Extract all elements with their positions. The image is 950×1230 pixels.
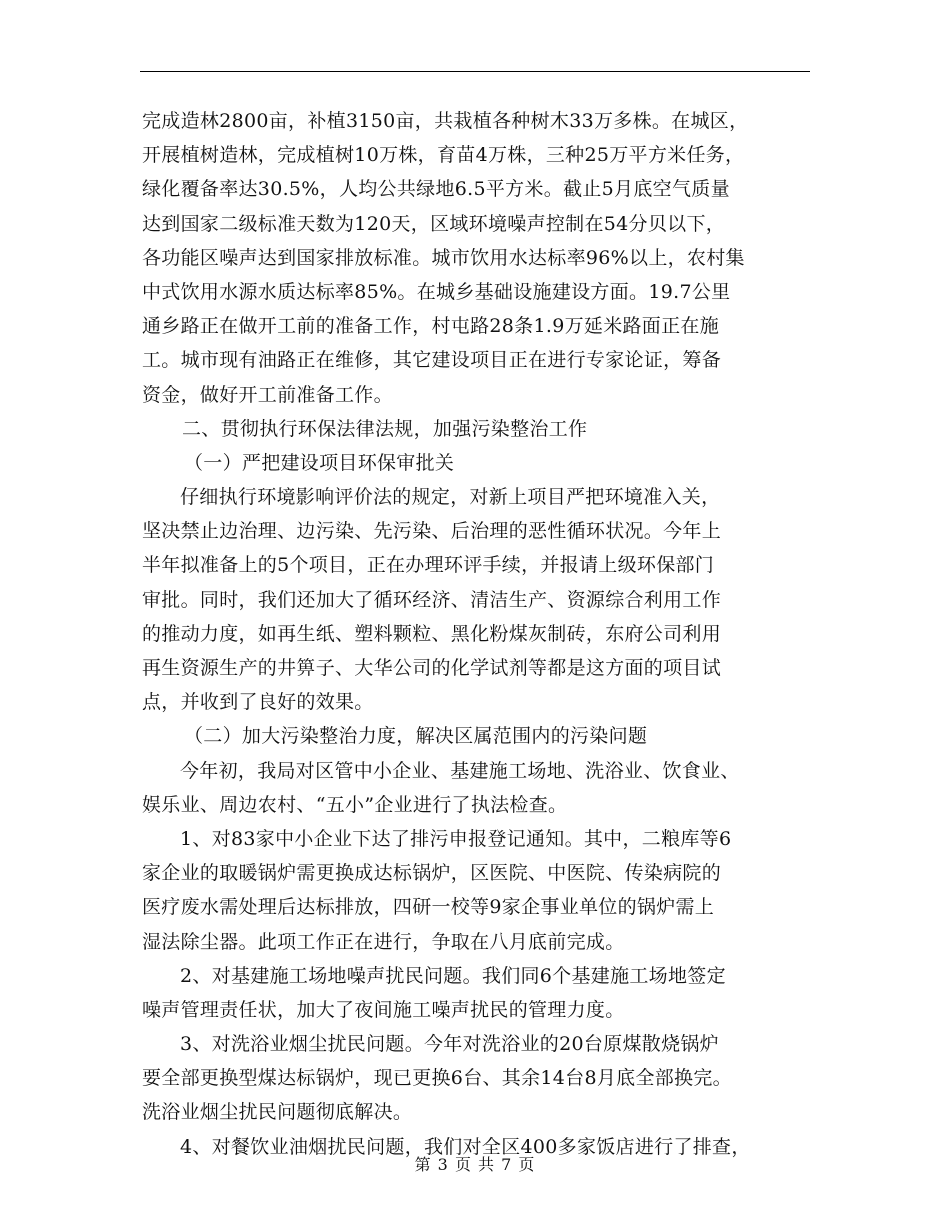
body-line: 4、对餐饮业油烟扰民问题，我们对全区400多家饭店进行了排查， bbox=[180, 1135, 751, 1158]
body-line: 洗浴业烟尘扰民问题彻底解决。 bbox=[142, 1101, 413, 1124]
body-line: 1、对83家中小企业下达了排污申报登记通知。其中，二粮库等6 bbox=[180, 827, 732, 850]
body-line: 半年拟准备上的5个项目，正在办理环评手续，并报请上级环保部门 bbox=[142, 554, 715, 577]
body-line: 达到国家二级标准天数为120天，区域环境噪声控制在54分贝以下， bbox=[142, 212, 726, 235]
subsection-heading: （一）严把建设项目环保审批关 bbox=[184, 451, 455, 474]
body-line: 完成造林2800亩，补植3150亩，共栽植各种树木33万多株。在城区， bbox=[142, 110, 749, 132]
body-line: 的推动力度，如再生纸、塑料颗粒、黑化粉煤灰制砖，东府公司利用 bbox=[142, 622, 722, 645]
body-line: 2、对基建施工场地噪声扰民问题。我们同6个基建施工场地签定 bbox=[180, 964, 726, 987]
body-line: 3、对洗浴业烟尘扰民问题。今年对洗浴业的20台原煤散烧锅炉 bbox=[180, 1033, 719, 1056]
document-body bbox=[142, 104, 832, 1164]
body-line: 绿化覆备率达30.5%，人均公共绿地6.5平方米。截止5月底空气质量 bbox=[142, 178, 730, 201]
section-heading: 二、贯彻执行环保法律法规，加强污染整治工作 bbox=[182, 417, 588, 440]
body-line: 开展植树造林，完成植树10万株，育苗4万株，三种25万平方米任务， bbox=[142, 144, 745, 167]
body-line: 噪声管理责任状，加大了夜间施工噪声扰民的管理力度。 bbox=[142, 998, 625, 1021]
body-line: 娱乐业、周边农村、“五小”企业进行了执法检查。 bbox=[142, 793, 568, 816]
body-line: 湿法除尘器。此项工作正在进行，争取在八月底前完成。 bbox=[142, 930, 625, 953]
body-line: 坚决禁止边治理、边污染、先污染、后治理的恶性循环状况。今年上 bbox=[142, 520, 722, 543]
body-line: 医疗废水需处理后达标排放，四研一校等9家企事业单位的锅炉需上 bbox=[142, 896, 715, 919]
body-line: 各功能区噪声达到国家排放标准。城市饮用水达标率96%以上，农村集 bbox=[142, 246, 745, 269]
subsection-heading: （二）加大污染整治力度，解决区属范围内的污染问题 bbox=[184, 725, 648, 748]
body-line: 仔细执行环境影响评价法的规定，对新上项目严把环境准入关， bbox=[180, 486, 721, 509]
body-line: 中式饮用水源水质达标率85%。在城乡基础设施建设方面。19.7公里 bbox=[142, 280, 731, 303]
body-line: 要全部更换型煤达标锅炉，现已更换6台、其余14台8月底全部换完。 bbox=[142, 1067, 732, 1090]
body-line: 点，并收到了良好的效果。 bbox=[142, 691, 374, 714]
body-line: 审批。同时，我们还加大了循环经济、清洁生产、资源综合利用工作 bbox=[142, 588, 722, 611]
body-line: 再生资源生产的井箅子、大华公司的化学试剂等都是这方面的项目试 bbox=[142, 657, 722, 679]
body-line: 资金，做好开工前准备工作。 bbox=[142, 383, 393, 406]
page-number: 第 3 页 共 7 页 bbox=[414, 1155, 536, 1174]
body-line: 今年初，我局对区管中小企业、基建施工场地、洗浴业、饮食业、 bbox=[180, 759, 740, 782]
header-rule bbox=[140, 71, 810, 72]
body-line: 家企业的取暖锅炉需更换成达标锅炉，区医院、中医院、传染病院的 bbox=[142, 862, 722, 885]
body-line: 工。城市现有油路正在维修，其它建设项目正在进行专家论证，筹备 bbox=[142, 349, 722, 372]
body-line: 通乡路正在做开工前的准备工作，村屯路28条1.9万延米路面正在施 bbox=[142, 315, 719, 338]
